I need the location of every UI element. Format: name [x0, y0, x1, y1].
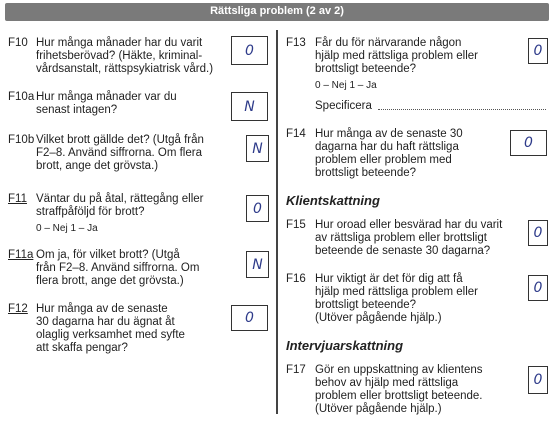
- column-divider: [276, 30, 278, 414]
- answer-box-f16[interactable]: [528, 275, 548, 301]
- question-id: F10: [8, 37, 28, 49]
- question-line: Får du för närvarande någon: [315, 37, 462, 49]
- specify-text: Specificera: [315, 100, 372, 112]
- section-heading-interviewer: Intervjuarskattning: [286, 338, 404, 353]
- answer-box-f11a[interactable]: [246, 251, 269, 278]
- answer-value: 0: [533, 372, 543, 388]
- question-line: olaglig verksamhet med syfte: [36, 329, 185, 341]
- question-line: hjälp med rättsliga problem eller: [315, 286, 478, 298]
- question-line: Hur många av de senaste 30: [315, 128, 463, 140]
- question-line: straffpåföljd för brott?: [36, 206, 145, 218]
- question-line: problem eller brottsligt beteende.: [315, 390, 483, 402]
- question-line: frihetsberövad? (Häkte, kriminal-: [36, 50, 203, 62]
- question-line: Hur viktigt är det för dig att få: [315, 273, 463, 285]
- question-id: F17: [286, 364, 306, 376]
- question-line: att skaffa pengar?: [36, 342, 128, 354]
- answer-box-f10b[interactable]: [246, 135, 269, 162]
- question-line: Vilket brott gällde det? (Utgå från: [36, 134, 204, 146]
- question-line: Gör en uppskattning av klientens: [315, 364, 483, 376]
- answer-value: 0: [524, 135, 533, 151]
- question-id: F14: [286, 128, 306, 140]
- question-id: F10a: [8, 91, 35, 103]
- question-f17: [286, 364, 526, 420]
- answer-value: 0: [533, 43, 543, 59]
- question-line: F2–8. Använd siffrorna. Om flera: [36, 147, 202, 159]
- answer-box-f17[interactable]: [528, 366, 548, 394]
- question-f10b: [8, 134, 268, 176]
- question-line: brottsligt beteende?: [315, 63, 417, 75]
- question-id: F10b: [8, 134, 35, 146]
- answer-box-f14[interactable]: [510, 130, 547, 156]
- answer-box-f11[interactable]: [246, 195, 269, 222]
- answer-value: 0: [245, 310, 254, 326]
- question-line: (Utöver pågående hjälp.): [315, 312, 442, 324]
- question-line: flera brott, ange det grövsta.): [36, 275, 184, 287]
- answer-box-f12[interactable]: [231, 305, 268, 331]
- question-line: Om ja, för vilket brott? (Utgå: [36, 249, 180, 261]
- question-id: F11a: [8, 249, 34, 261]
- question-line: Hur många månader var du: [36, 91, 177, 103]
- question-id: F15: [286, 219, 306, 231]
- section-title: Rättsliga problem (2 av 2): [210, 5, 344, 17]
- answer-box-f13[interactable]: [528, 38, 548, 64]
- question-line: behov av hjälp med rättsliga: [315, 377, 459, 389]
- answer-options: 0 – Nej 1 – Ja: [36, 223, 98, 234]
- answer-options: 0 – Nej 1 – Ja: [315, 80, 377, 91]
- question-f11: [8, 193, 268, 235]
- question-line: (Utöver pågående hjälp.): [315, 403, 442, 415]
- question-line: Hur oroad eller besvärad har du varit: [315, 219, 503, 231]
- answer-box-f15[interactable]: [528, 220, 548, 246]
- section-heading-client: Klientskattning: [286, 193, 380, 208]
- question-id: F16: [286, 273, 306, 285]
- answer-box-f10a[interactable]: [231, 92, 268, 121]
- answer-value: 0: [533, 280, 543, 296]
- question-line: Hur många av de senaste: [36, 303, 168, 315]
- answer-value: N: [252, 256, 263, 273]
- answer-box-f10[interactable]: [231, 36, 268, 65]
- question-id: F12: [8, 303, 28, 315]
- question-f13: [286, 37, 526, 93]
- question-f10a: [8, 91, 268, 119]
- question-f16: [286, 273, 526, 329]
- question-line: problem eller problem med: [315, 154, 452, 166]
- question-line: 30 dagarna har du ägnat åt: [36, 316, 175, 328]
- question-f10: [8, 37, 268, 79]
- answer-value: 0: [533, 225, 543, 241]
- question-line: brottsligt beteende?: [315, 167, 417, 179]
- question-f14: [286, 128, 516, 184]
- question-f11a: [8, 249, 268, 291]
- specify-line[interactable]: [378, 109, 546, 110]
- question-f15: [286, 219, 526, 261]
- question-line: Hur många månader har du varit: [36, 37, 203, 49]
- question-line: brott, ange det grövsta.): [36, 160, 159, 172]
- section-header: [5, 3, 549, 21]
- answer-value: N: [244, 98, 255, 115]
- question-line: dagarna har du haft rättsliga: [315, 141, 459, 153]
- question-line: hjälp med rättsliga problem eller: [315, 50, 478, 62]
- question-line: senast intagen?: [36, 104, 118, 116]
- question-line: från F2–8. Använd siffrorna. Om: [36, 262, 200, 274]
- question-id: F13: [286, 37, 306, 49]
- question-line: beteende de senaste 30 dagarna?: [315, 245, 491, 257]
- answer-value: 0: [245, 42, 254, 59]
- question-line: Väntar du på åtal, rättegång eller: [36, 193, 204, 205]
- answer-value: 0: [253, 200, 262, 217]
- question-line: vårdsanstalt, rättspsykiatrisk vård.): [36, 63, 214, 75]
- question-line: av rättsliga problem eller brottsligt: [315, 232, 487, 244]
- question-f12: [8, 303, 268, 359]
- answer-value: N: [252, 140, 263, 157]
- question-line: brottsligt beteende?: [315, 299, 417, 311]
- specify-label: [315, 100, 385, 114]
- question-id: F11: [8, 193, 27, 205]
